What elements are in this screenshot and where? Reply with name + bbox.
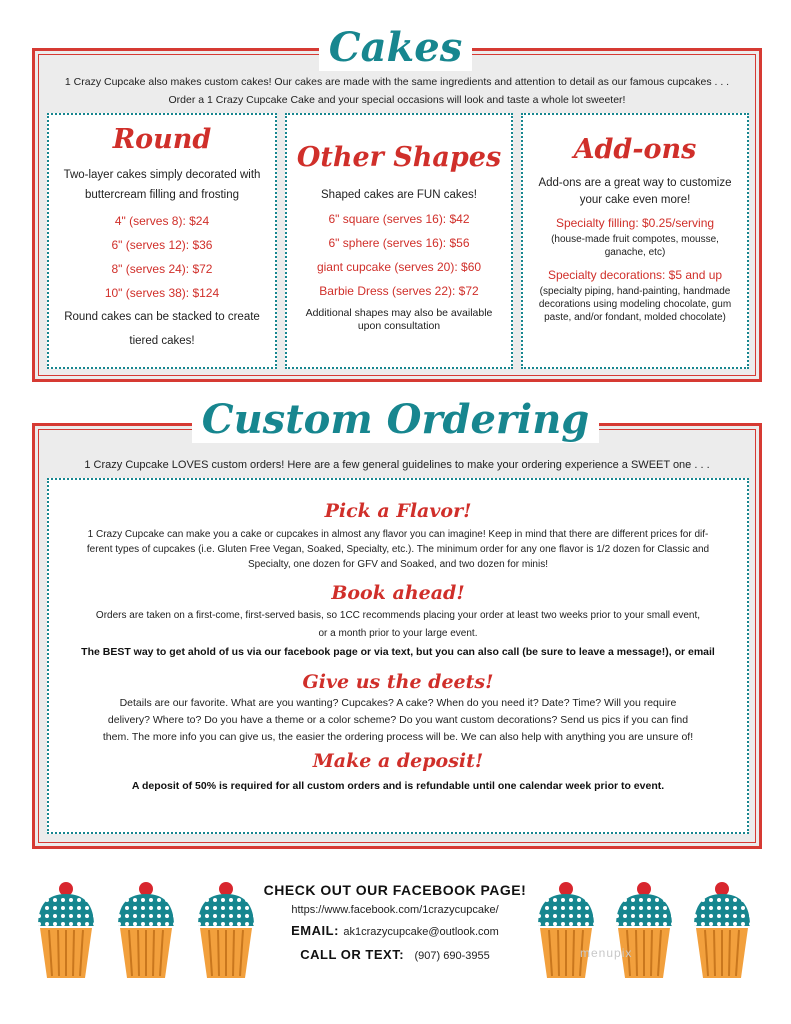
specialty-filling-price: Specialty filling: $0.25/serving: [555, 215, 715, 230]
deposit-text: A deposit of 50% is required for all custom orders and is refundable until one calendar week prior to event.: [131, 780, 665, 793]
facebook-link[interactable]: https://www.facebook.com/1crazycupcake/: [291, 904, 499, 916]
cakes-panel: [32, 48, 762, 382]
flavor-text: 1 Crazy Cupcake can make you a cake or cupcakes in almost any flavor you can imagine! Keep in mind that there are different prices for dif- ferent types of cupcakes (i.e. Gluten Free Vegan, Soaked, Specialty, etc.). The minimum order for any one flavor is 1/2 dozen for Classic and Specialty, one dozen for GFV and Soaked, and two dozen for minis!: [86, 528, 710, 570]
cupcake-icon: [613, 880, 675, 990]
ordering-panel: [32, 423, 762, 849]
phone-number[interactable]: (907) 690-3955: [414, 950, 490, 962]
shapes-desc: Shaped cakes are FUN cakes!: [321, 188, 477, 201]
shapes-heading: Other Shapes: [296, 142, 502, 173]
price-item: giant cupcake (serves 20): $60: [316, 259, 482, 274]
price-item: 4" (serves 8): $24: [114, 213, 210, 228]
round-note: Round cakes can be stacked to create tiered cakes!: [64, 310, 260, 347]
ordering-guidelines-box: [47, 478, 749, 834]
shapes-note: Additional shapes may also be available upon consultation: [305, 306, 493, 332]
addons-desc: Add-ons are a great way to customize your cake even more!: [538, 176, 732, 206]
cupcake-icon: [691, 880, 753, 990]
email-link[interactable]: ak1crazycupcake@outlook.com: [343, 926, 499, 938]
addons-heading: Add-ons: [573, 134, 697, 165]
watermark: menupix: [580, 946, 633, 960]
custom-ordering-title: Custom Ordering: [0, 400, 791, 440]
price-item: 6" (serves 12): $36: [111, 237, 213, 252]
filling-note: (house-made fruit compotes, mousse, ganache, etc): [551, 233, 719, 258]
footer-contact: [240, 882, 550, 964]
deets-text: Details are our favorite. What are you wanting? Cupcakes? A cake? When do you need it? Date? Time? Will you require delivery? Where to? Do you have a theme or a color scheme? Do you want custom decorations? Send us pics if you can find them. The more info you can give us, the easier the ordering process will be. We can also help with anything you are unsure of!: [102, 697, 694, 744]
round-heading: Round: [112, 124, 212, 155]
cupcake-icon: [115, 880, 177, 990]
book-ahead-heading: Book ahead!: [331, 581, 465, 604]
specialty-decorations-price: Specialty decorations: $5 and up: [547, 267, 723, 282]
flavor-heading: Pick a Flavor!: [324, 500, 472, 522]
cakes-intro: 1 Crazy Cupcake also makes custom cakes! Our cakes are made with the same ingredients and attention to detail as our famous cupcakes . . . Order a 1 Crazy Cupcake Cake and your special occasions will look and taste a whole lot sweeter!: [64, 76, 730, 106]
phone-row: [240, 946, 550, 964]
facebook-heading: CHECK OUT OUR FACEBOOK PAGE!: [263, 882, 527, 898]
price-item: 8" (serves 24): $72: [111, 261, 213, 276]
addons-box: [521, 113, 749, 369]
price-item: 10" (serves 38): $124: [104, 285, 220, 300]
price-item: 6" square (serves 16): $42: [328, 211, 470, 226]
deposit-heading: Make a deposit!: [312, 750, 484, 773]
round-box: [47, 113, 277, 369]
cupcake-icon: [35, 880, 97, 990]
email-row: [240, 922, 550, 940]
deets-heading: Give us the deets!: [302, 670, 494, 693]
book-ahead-text: Orders are taken on a first-come, first-served basis, so 1CC recommends placing your order at least two weeks prior to your small event, or a month prior to your large event.: [95, 609, 701, 639]
shapes-box: [285, 113, 513, 369]
cakes-title: Cakes: [0, 28, 791, 68]
price-item: Barbie Dress (serves 22): $72: [319, 283, 479, 298]
decorations-note: (specialty piping, hand-painting, handmade decorations using modeling chocolate, gum paste, and/or fondant, molded chocolate): [538, 285, 732, 323]
price-item: 6" sphere (serves 16): $56: [328, 235, 470, 250]
round-price-list: [49, 209, 275, 305]
call-label: CALL OR TEXT:: [300, 947, 405, 962]
ordering-intro: 1 Crazy Cupcake LOVES custom orders! Here are a few general guidelines to make your ordering experience a SWEET one . . .: [84, 459, 710, 471]
round-desc: Two-layer cakes simply decorated with buttercream filling and frosting: [63, 168, 261, 201]
shapes-price-list: [287, 207, 511, 303]
contact-note: The BEST way to get ahold of us via our facebook page or via text, but you can also call (be sure to leave a message!), or email: [81, 645, 715, 658]
email-label: EMAIL:: [291, 923, 339, 938]
